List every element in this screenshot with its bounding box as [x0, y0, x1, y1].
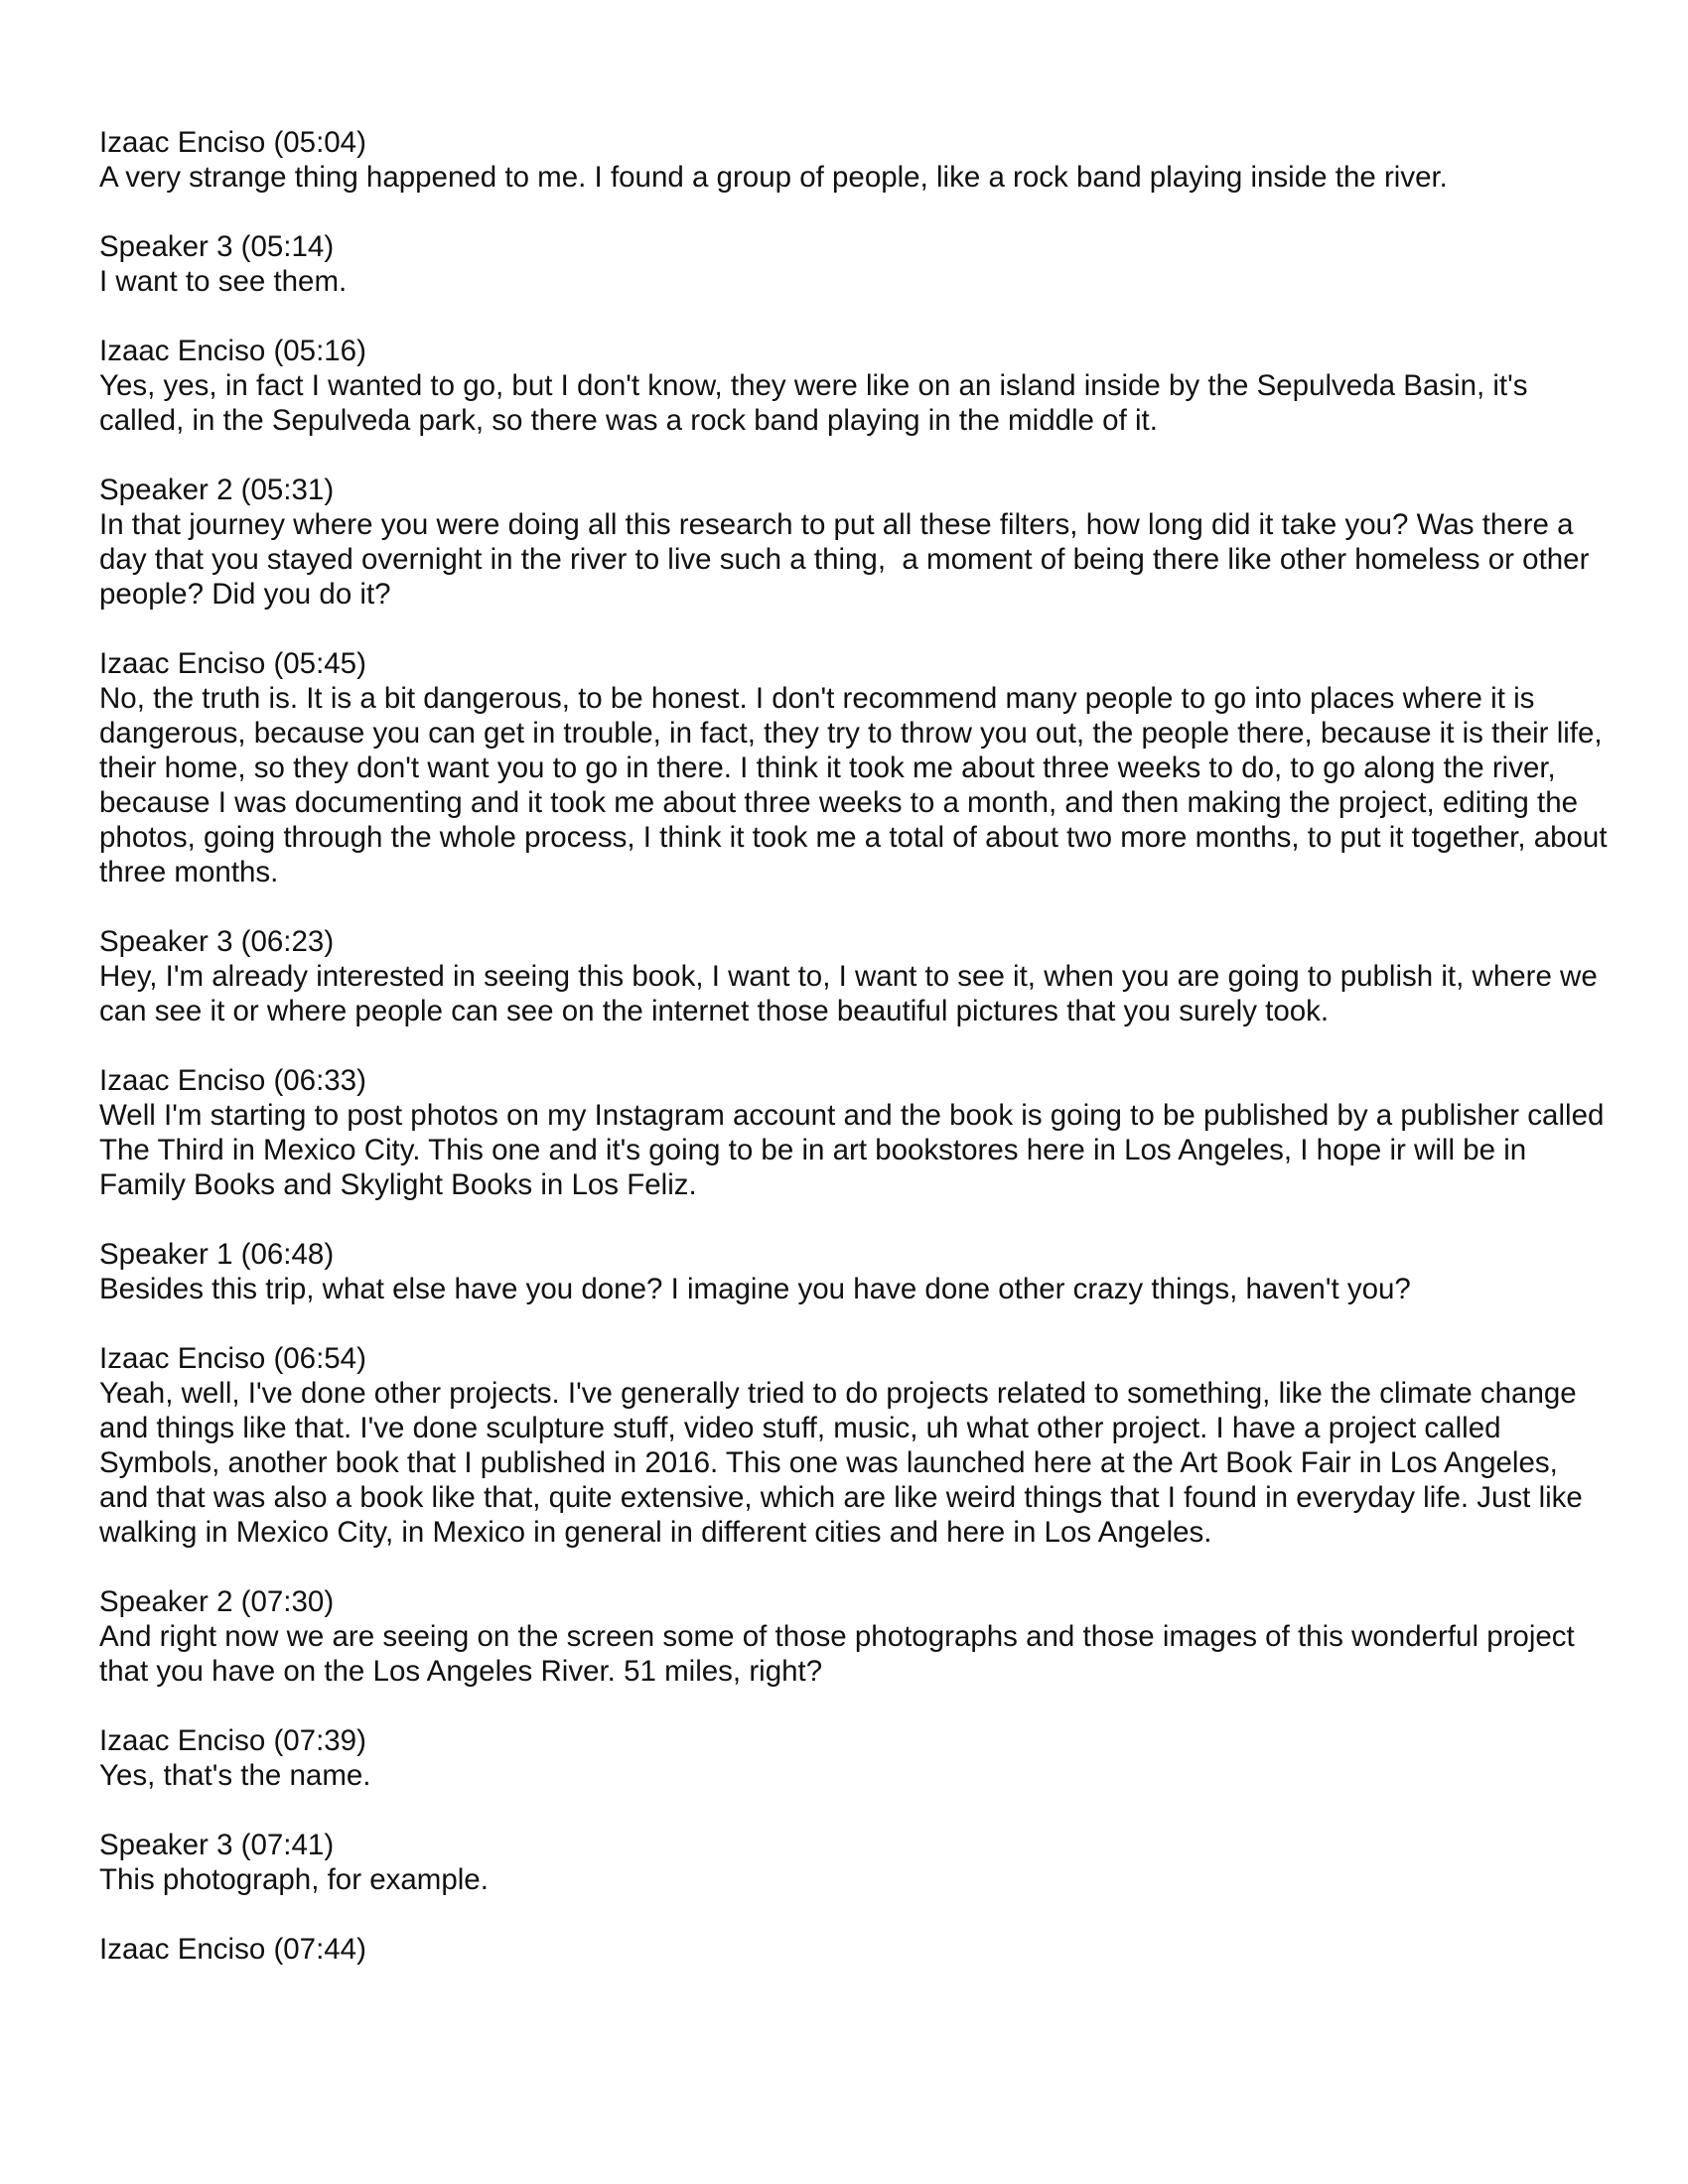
- utterance-text: Yes, that's the name.: [99, 1759, 371, 1792]
- utterance-text: Yes, yes, in fact I wanted to go, but I don't know, they were like on an island inside by the Sepulveda Basin, it's called, in the Sepulveda park, so there was a rock band playing in the middle of it.: [99, 369, 1536, 437]
- speaker-timestamp: Izaac Enciso (05:16): [99, 335, 366, 367]
- transcript-entry: [99, 473, 1609, 612]
- speaker-timestamp: Speaker 2 (05:31): [99, 474, 335, 506]
- utterance-text: Yeah, well, I've done other projects. I've generally tried to do projects related to something, like the climate change and things like that. I've done sculpture stuff, video stuff, music, uh what other project. I have a project called Symbols, another book that I published in 2016. This one was launched here at the Art Book Fair in Los Angeles, and that was also a book like that, quite extensive, which are like weird things that I found in everyday life. Just like walking in Mexico City, in Mexico in general in different cities and here in Los Angeles.: [99, 1377, 1592, 1549]
- transcript-entry: [99, 646, 1616, 889]
- transcript-entry: [99, 1584, 1609, 1689]
- utterance-text: In that journey where you were doing all this research to put all these filters, how long did it take you? Was there a day that you stayed overnight in the river to live such a thing, a moment of being there like other homeless or other people? Did you do it?: [99, 508, 1598, 611]
- utterance-text: A very strange thing happened to me. I found a group of people, like a rock band playing inside the river.: [99, 161, 1448, 194]
- utterance-text: Hey, I'm already interested in seeing this book, I want to, I want to see it, when you are going to publish it, where we can see it or where people can see on the internet those beautiful pictures that you surely took.: [99, 960, 1606, 1027]
- utterance-text: And right now we are seeing on the screen some of those photographs and those images of this wonderful project that you have on the Los Angeles River. 51 miles, right?: [99, 1620, 1583, 1688]
- transcript-entry: [99, 924, 1609, 1028]
- speaker-timestamp: Speaker 2 (07:30): [99, 1585, 335, 1618]
- speaker-timestamp: Speaker 3 (05:14): [99, 230, 335, 263]
- speaker-timestamp: Izaac Enciso (06:54): [99, 1342, 366, 1375]
- transcript-entry: [99, 125, 1609, 195]
- speaker-timestamp: Speaker 3 (07:41): [99, 1829, 335, 1861]
- transcript-entry: [99, 229, 1609, 299]
- transcript-entry: [99, 1063, 1613, 1202]
- speaker-timestamp: Izaac Enciso (07:39): [99, 1724, 366, 1757]
- speaker-timestamp: Izaac Enciso (06:33): [99, 1064, 366, 1097]
- transcript-entry: [99, 1237, 1609, 1306]
- speaker-timestamp: Speaker 3 (06:23): [99, 925, 335, 958]
- transcript-entry: [99, 1723, 1609, 1793]
- transcript-entry: [99, 1932, 1609, 1967]
- transcript-page: [99, 125, 1616, 2001]
- utterance-text: I want to see them.: [99, 265, 348, 298]
- speaker-timestamp: Izaac Enciso (07:44): [99, 1933, 366, 1966]
- utterance-text: No, the truth is. It is a bit dangerous, to be honest. I don't recommend many people to go into places where it is dangerous, because you can get in trouble, in fact, they try to throw you out, the people there, because it is their life, their home, so they don't want you to go in there. I think it took me about three weeks to do, to go along the river, because I was documenting and it took me about three weeks to a month, and then making the project, editing the photos, going through the whole process, I think it took me a total of about two more months, to put it together, about three months.: [99, 682, 1616, 888]
- utterance-text: Besides this trip, what else have you done? I imagine you have done other crazy things, haven't you?: [99, 1273, 1411, 1305]
- speaker-timestamp: Izaac Enciso (05:45): [99, 647, 366, 680]
- transcript-entry: [99, 334, 1609, 438]
- utterance-text: Well I'm starting to post photos on my Instagram account and the book is going to be published by a publisher called The Third in Mexico City. This one and it's going to be in art bookstores here in Los Angeles, I hope ir will be in Family Books and Skylight Books in Los Feliz.: [99, 1099, 1613, 1201]
- speaker-timestamp: Speaker 1 (06:48): [99, 1238, 335, 1271]
- transcript-entry: [99, 1828, 1609, 1897]
- speaker-timestamp: Izaac Enciso (05:04): [99, 126, 366, 159]
- transcript-entry: [99, 1341, 1609, 1550]
- utterance-text: This photograph, for example.: [99, 1863, 489, 1896]
